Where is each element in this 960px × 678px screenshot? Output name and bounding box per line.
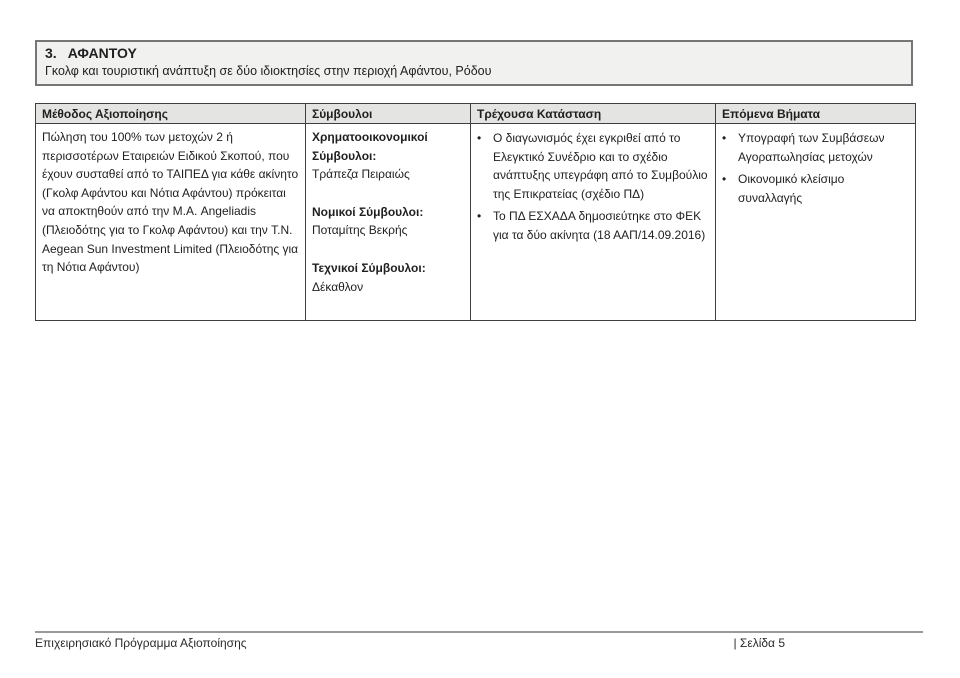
advisor-role: Τεχνικοί Σύμβουλοι: [312,260,426,275]
table-header-row [36,104,916,124]
list-item [722,129,909,166]
advisor-name: Δέκαθλον [312,279,364,294]
bullet-icon: • [722,131,727,145]
section-title [45,45,903,61]
section-number: 3. [45,45,57,61]
list-item [477,129,709,203]
cell-advisors [306,124,471,321]
bullet-icon: • [477,209,482,224]
advisor-name: Τράπεζα Πειραιώς [312,167,410,182]
column-header-current-status: Τρέχουσα Κατάσταση [471,104,716,124]
table-row [36,124,916,321]
footer-page-number: | Σελίδα 5 [733,636,785,650]
method-text: Πώληση του 100% των μετοχών 2 ή περισσοτέρων Εταιρειών Ειδικού Σκοπού, που έχουν συσταθεί από το ΤΑΙΠΕΔ για κάθε ακίνητο (Γκολφ Αφάντου και Νότια Αφάντου) πρόκειται να αποκτηθούν από την Μ.Α. Angeliadis (Πλειοδότης για το Γκολφ Αφάντου) και την T.N. Aegean Sun Investment Limited (Πλειοδότης για τη Νότια Αφάντου) [42,130,299,275]
current-status-list [477,128,709,245]
advisor-role: Χρηματοοικονομικοί Σύμβουλοι: [312,130,428,163]
next-step-item-text: Οικονομικό κλείσιμο συναλλαγής [738,172,845,205]
bullet-icon: • [477,131,482,145]
list-item [477,207,709,244]
cell-method [36,124,306,321]
section-header-box [35,40,913,86]
advisor-group-financial [312,128,464,184]
column-header-advisors: Σύμβουλοι [306,104,471,124]
section-subtitle: Γκολφ και τουριστική ανάπτυξη σε δύο ιδιοκτησίες στην περιοχή Αφάντου, Ρόδου [45,64,492,78]
bullet-icon: • [722,172,727,187]
advisor-name: Ποταμίτης Βεκρής [312,223,408,238]
column-header-method: Μέθοδος Αξιοποίησης [36,104,306,124]
section-title-text: ΑΦΑΝΤΟΥ [67,45,137,61]
next-step-item-text: Υπογραφή των Συμβάσεων Αγοραπωλησίας μετοχών [738,131,885,164]
advisor-group-legal [312,203,464,240]
status-item-text: Ο διαγωνισμός έχει εγκριθεί από το Ελεγκτικό Συνέδριο και το σχέδιο ανάπτυξης υπεγράφη από το Συμβούλιο της Επικρατείας (σχέδιο ΠΔ) [493,131,708,201]
asset-details-table [35,103,916,321]
advisor-role: Νομικοί Σύμβουλοι: [312,204,424,219]
status-item-text: Το ΠΔ ΕΣΧΑΔΑ δημοσιεύτηκε στο ΦΕΚ για τα δύο ακίνητα (18 ΑΑΠ/14.09.2016) [493,209,706,242]
cell-current-status [471,124,716,321]
advisor-group-technical [312,259,464,296]
cell-next-steps [716,124,916,321]
footer-program-title: Επιχειρησιακό Πρόγραμμα Αξιοποίησης [35,636,247,650]
next-steps-list [722,128,909,207]
column-header-next-steps: Επόμενα Βήματα [716,104,916,124]
list-item [722,170,909,207]
page-footer [35,631,923,650]
